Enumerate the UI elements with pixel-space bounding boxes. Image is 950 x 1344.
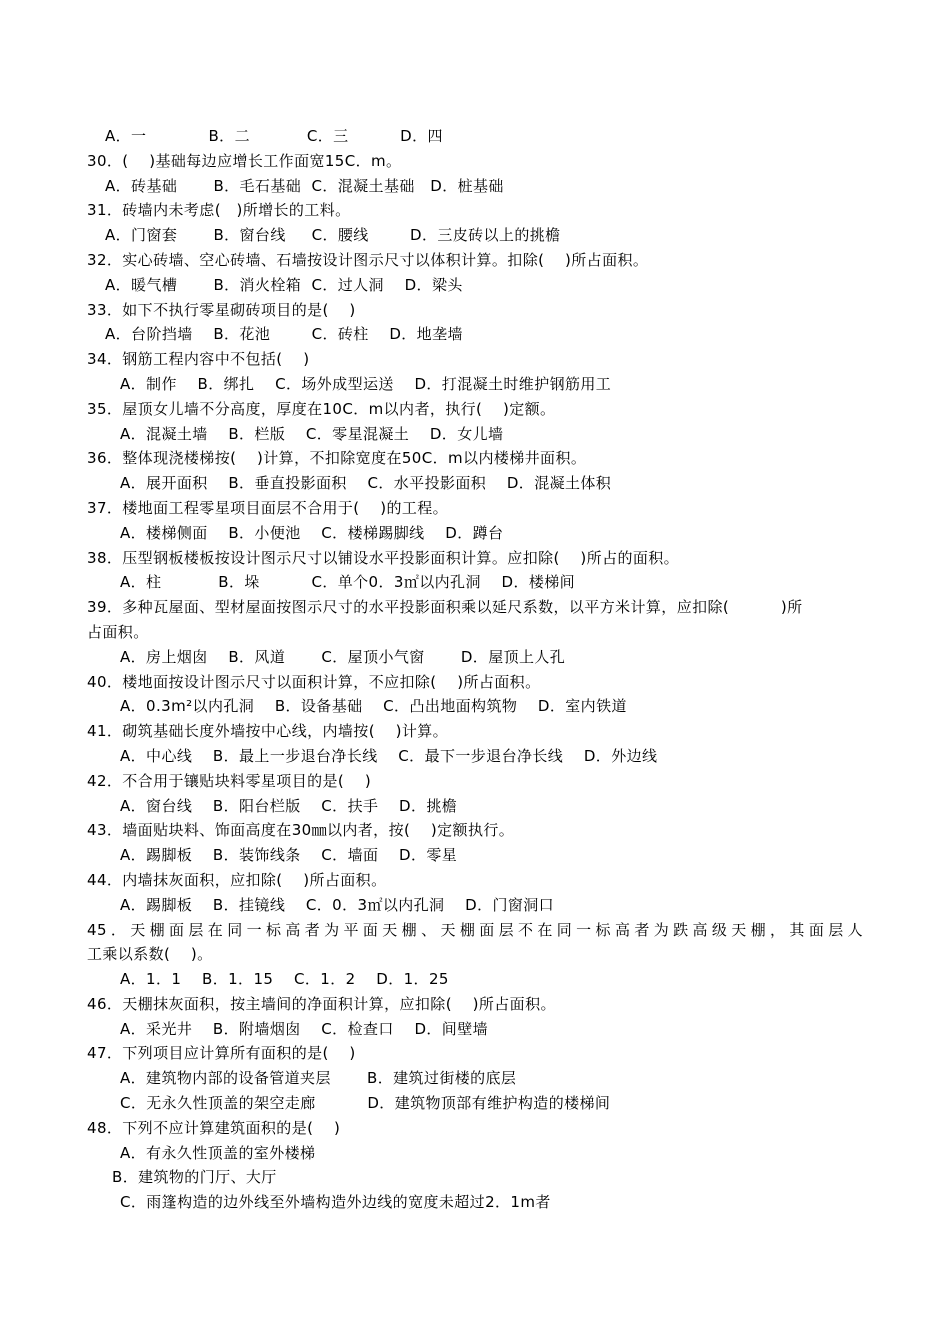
text-line: A．台阶挡墙 B．花池 C．砖柱 D．地垄墙 [105, 325, 463, 344]
text-line: 30．( )基础每边应增长工作面宽15C．m。 [87, 151, 402, 170]
text-line: A．暖气槽 B．消火栓箱 C．过人洞 D．梁头 [105, 275, 463, 294]
text-line: A．中心线 B．最上一步退台净长线 C．最下一步退台净长线 D．外边线 [120, 746, 658, 765]
text-line: B．建筑物的门厅、大厅 [112, 1168, 277, 1187]
text-line: A．展开面积 B．垂直投影面积 C．水平投影面积 D．混凝土体积 [120, 474, 612, 493]
text-line: A．楼梯侧面 B．小便池 C．楼梯踢脚线 D．蹲台 [120, 523, 504, 542]
text-line: A．1．1 B．1．15 C．1．2 D．1．25 [120, 970, 449, 989]
text-line: A．有永久性顶盖的室外楼梯 [120, 1143, 316, 1162]
text-line: A．制作 B．绑扎 C．场外成型运送 D．打混凝土时维护钢筋用工 [120, 374, 612, 393]
text-line: 工乘以系数( )。 [87, 945, 213, 964]
text-line: A．建筑物内部的设备管道夹层 B．建筑过街楼的底层 [120, 1069, 517, 1088]
text-line: 39．多种瓦屋面、型材屋面按图示尺寸的水平投影面积乘以延尺系数，以平方米计算，应扣除( )所 [87, 598, 803, 617]
text-line: 45．天棚面层在同一标高者为平面天棚、天棚面层不在同一标高者为跌高级天棚，其面层人 [87, 920, 863, 939]
text-line: A．采光井 B．附墙烟囱 C．检查口 D．间壁墙 [120, 1019, 488, 1038]
text-line: A．一 B．二 C．三 D．四 [105, 127, 443, 145]
text-line: C．无永久性顶盖的架空走廊 D．建筑物顶部有维护构造的楼梯间 [120, 1094, 611, 1113]
text-line: A．柱 B．垛 C．单个0．3㎡以内孔洞 D．楼梯间 [120, 573, 576, 592]
document-page [0, 124, 950, 1215]
text-line: 44．内墙抹灰面积，应扣除( )所占面积。 [87, 870, 387, 889]
text-line: 36．整体现浇楼梯按( )计算，不扣除宽度在50C．m以内楼梯井面积。 [87, 449, 587, 468]
text-line: 占面积。 [87, 622, 149, 641]
text-line: 46．天棚抹灰面积，按主墙间的净面积计算，应扣除( )所占面积。 [87, 994, 556, 1013]
text-line: A．房上烟囱 B．风道 C．屋顶小气窗 D．屋顶上人孔 [120, 647, 566, 666]
text-line: 33．如下不执行零星砌砖项目的是( ) [87, 300, 356, 319]
text-line: 48．下列不应计算建筑面积的是( ) [87, 1118, 341, 1137]
text-line: A．砖基础 B．毛石基础 C．混凝土基础 D．桩基础 [105, 176, 504, 195]
text-line: 40．楼地面按设计图示尺寸以面积计算，不应扣除( )所占面积。 [87, 672, 541, 691]
text-line: 47．下列项目应计算所有面积的是( ) [87, 1044, 356, 1063]
text-line: A．窗台线 B．阳台栏版 C．扶手 D．挑檐 [120, 796, 458, 815]
text-line: 34．钢筋工程内容中不包括( ) [87, 350, 310, 369]
text-line: 42．不合用于镶贴块料零星项目的是( ) [87, 771, 372, 790]
text-line: A．0.3m²以内孔洞 B．设备基础 C．凸出地面构筑物 D．室内铁道 [120, 697, 627, 716]
text-line: C．雨篷构造的边外线至外墙构造外边线的宽度未超过2．1m者 [120, 1193, 551, 1212]
text-line: 32．实心砖墙、空心砖墙、石墙按设计图示尺寸以体积计算。扣除( )所占面积。 [87, 250, 649, 269]
text-line: A．踢脚板 B．挂镜线 C．0．3㎡以内孔洞 D．门窗洞口 [120, 895, 555, 914]
text-line: 41．砌筑基础长度外墙按中心线，内墙按( )计算。 [87, 722, 449, 741]
text-line: A．踢脚板 B．装饰线条 C．墙面 D．零星 [120, 846, 458, 865]
text-line: 38．压型钢板楼板按设计图示尺寸以铺设水平投影面积计算。应扣除( )所占的面积。 [87, 548, 680, 567]
text-line: A．门窗套 B．窗台线 C．腰线 D．三皮砖以上的挑檐 [105, 226, 561, 245]
text-line: 37．楼地面工程零星项目面层不合用于( )的工程。 [87, 498, 449, 517]
text-line: 31．砖墙内未考虑( )所增长的工料。 [87, 201, 351, 220]
text-line: 43．墙面贴块料、饰面高度在30㎜以内者，按( )定额执行。 [87, 821, 515, 840]
text-line: 35．屋顶女儿墙不分高度，厚度在10C．m以内者，执行( )定额。 [87, 399, 556, 418]
text-line: A．混凝土墙 B．栏版 C．零星混凝土 D．女儿墙 [120, 424, 504, 443]
